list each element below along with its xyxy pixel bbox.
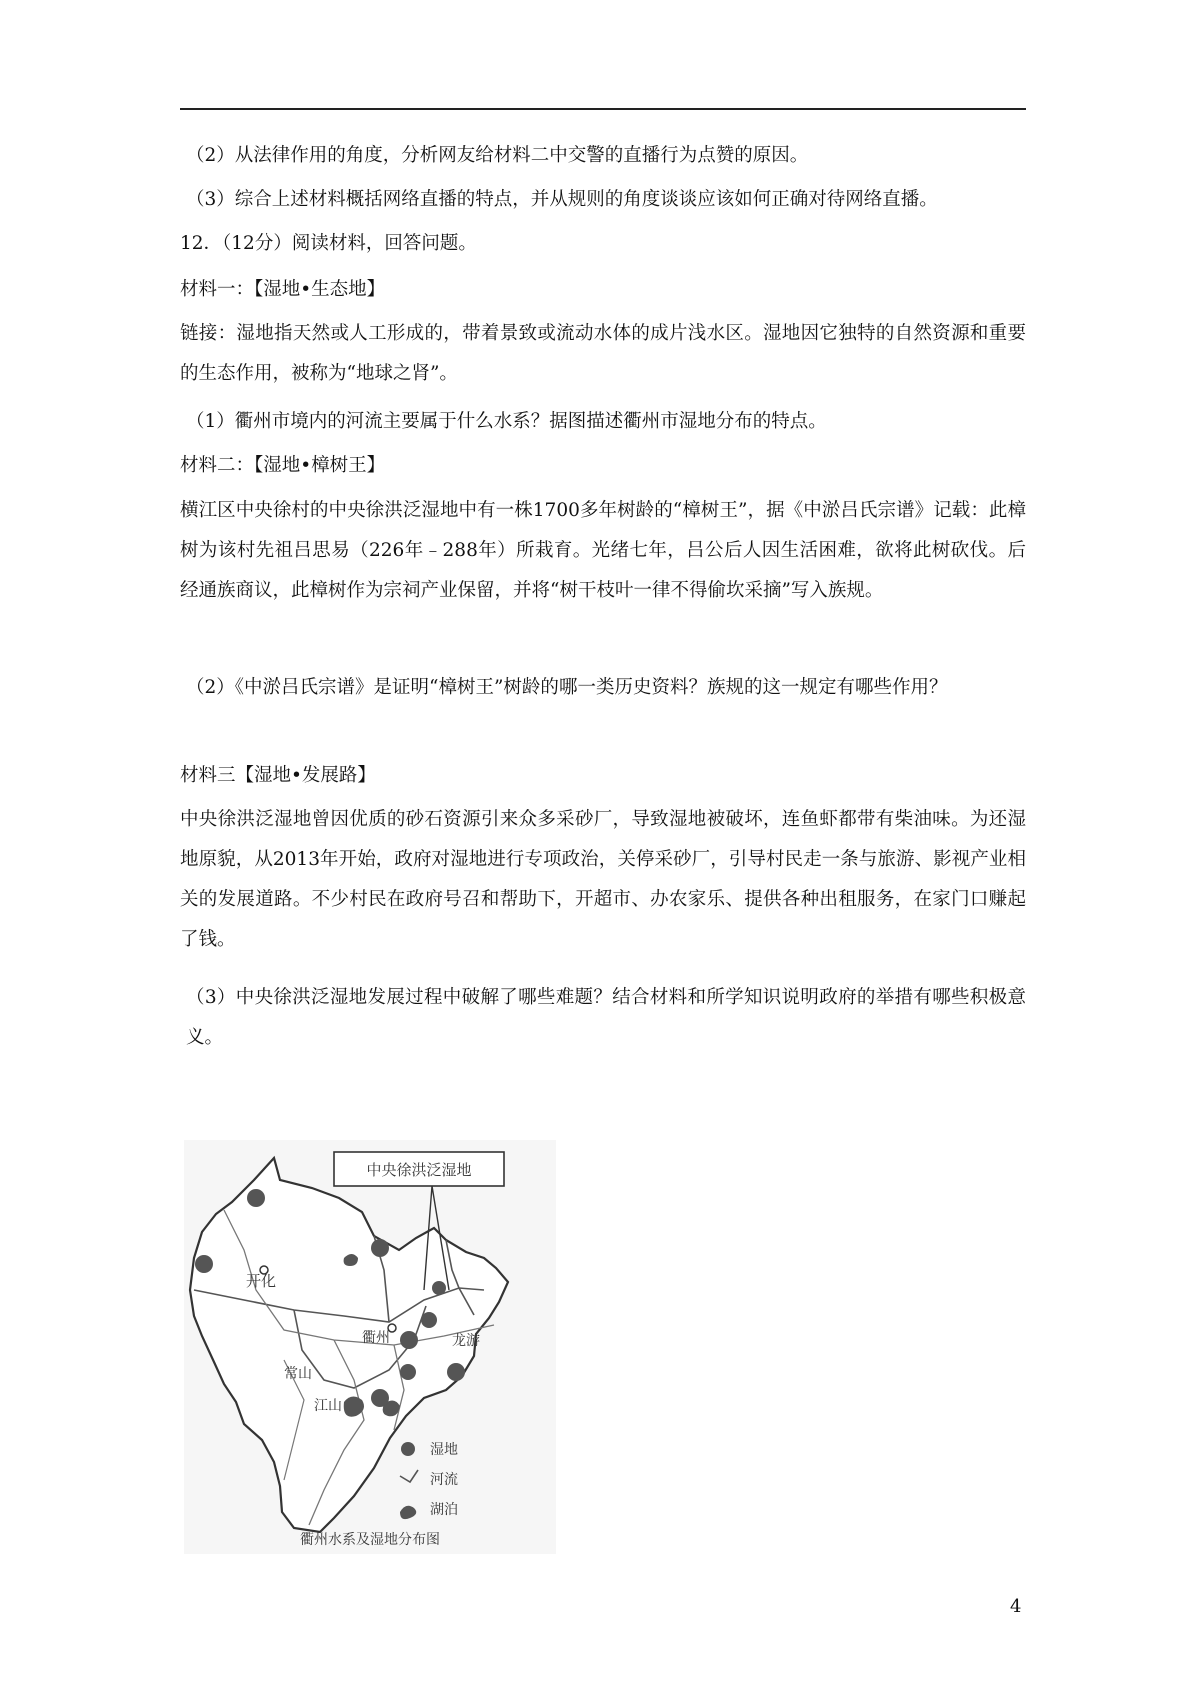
material-2-text: 横江区中央徐村的中央徐洪泛湿地中有一株1700多年树龄的“樟树王”，据《中淤吕氏宗谱》记载：此樟树为该村先祖吕思易（226年﹣288年）所栽育。光绪七年，吕公后人因生活困难，欲将此树砍伐。后经通族商议，此樟树作为宗祠产业保留，并将“树干枝叶一律不得偷坎采摘”写入族规。 [180,500,1026,601]
material-3-text: 中央徐洪泛湿地曾因优质的砂石资源引来众多采砂厂，导致湿地被破坏，连鱼虾都带有柴油味。为还湿地原貌，从2013年开始，政府对湿地进行专项政治，关停采砂厂，引导村民走一条与旅游、影视产业相关的发展道路。不少村民在政府号召和帮助下，开超市、办农家乐、提供各种出租服务，在家门口赚起了钱。 [180,809,1026,950]
place-label-longyou: 龙游 [452,1333,480,1349]
wetland-map [184,1140,556,1554]
wetland-dot [247,1189,265,1207]
legend-lake-label: 湖泊 [430,1502,458,1518]
place-label-changshan: 常山 [284,1366,312,1382]
question-12-1: （1）衢州市境内的河流主要属于什么水系？据图描述衢州市湿地分布的特点。 [186,411,827,432]
question-12-3: （3）中央徐洪泛湿地发展过程中破解了哪些难题？结合材料和所学知识说明政府的举措有哪些积极意义。 [186,987,1026,1048]
wetland-dot [371,1389,389,1407]
material-1-heading: 材料一：【湿地•生态地】 [180,279,386,300]
wetland-dot [400,1331,418,1349]
material-2-heading: 材料二：【湿地•樟树王】 [180,455,386,476]
wetland-dot [400,1364,416,1380]
question-12-heading: 12．（12分）阅读材料，回答问题。 [180,233,477,254]
page-number: 4 [1010,1596,1022,1617]
question-3-line: （3）综合上述材料概括网络直播的特点，并从规则的角度谈谈应该如何正确对待网络直播。 [186,189,938,210]
legend-river-icon [400,1470,418,1482]
wetland-dot [421,1312,437,1328]
question-2-line: （2）从法律作用的角度，分析网友给材料二中交警的直播行为点赞的原因。 [186,145,809,166]
wetland-dot [447,1363,465,1381]
material-1-text: 链接：湿地指天然或人工形成的，带着景致或流动水体的成片浅水区。湿地因它独特的自然资源和重要的生态作用，被称为“地球之肾”。 [180,323,1026,384]
wetland-dot [195,1255,213,1273]
callout-label: 中央徐洪泛湿地 [366,1161,472,1179]
wetland-dot [432,1281,446,1295]
map-caption: 衢州水系及湿地分布图 [300,1532,440,1548]
map-graphic [184,1140,556,1554]
wetland-dot [371,1239,389,1257]
material-3-heading: 材料三【湿地•发展路】 [180,765,376,786]
place-label-quzhou: 衢州 [362,1330,390,1346]
legend-wetland-icon [401,1442,415,1456]
place-label-jiangshan: 江山 [314,1398,342,1414]
place-label-kaihua: 开化 [246,1272,277,1290]
legend-wetland-label: 湿地 [430,1442,458,1458]
header-rule [180,108,1026,110]
legend-river-label: 河流 [430,1472,458,1488]
question-12-2: （2）《中淤吕氏宗谱》是证明“樟树王”树龄的哪一类历史资料？族规的这一规定有哪些作用？ [186,677,948,698]
legend-lake-icon [400,1506,416,1519]
